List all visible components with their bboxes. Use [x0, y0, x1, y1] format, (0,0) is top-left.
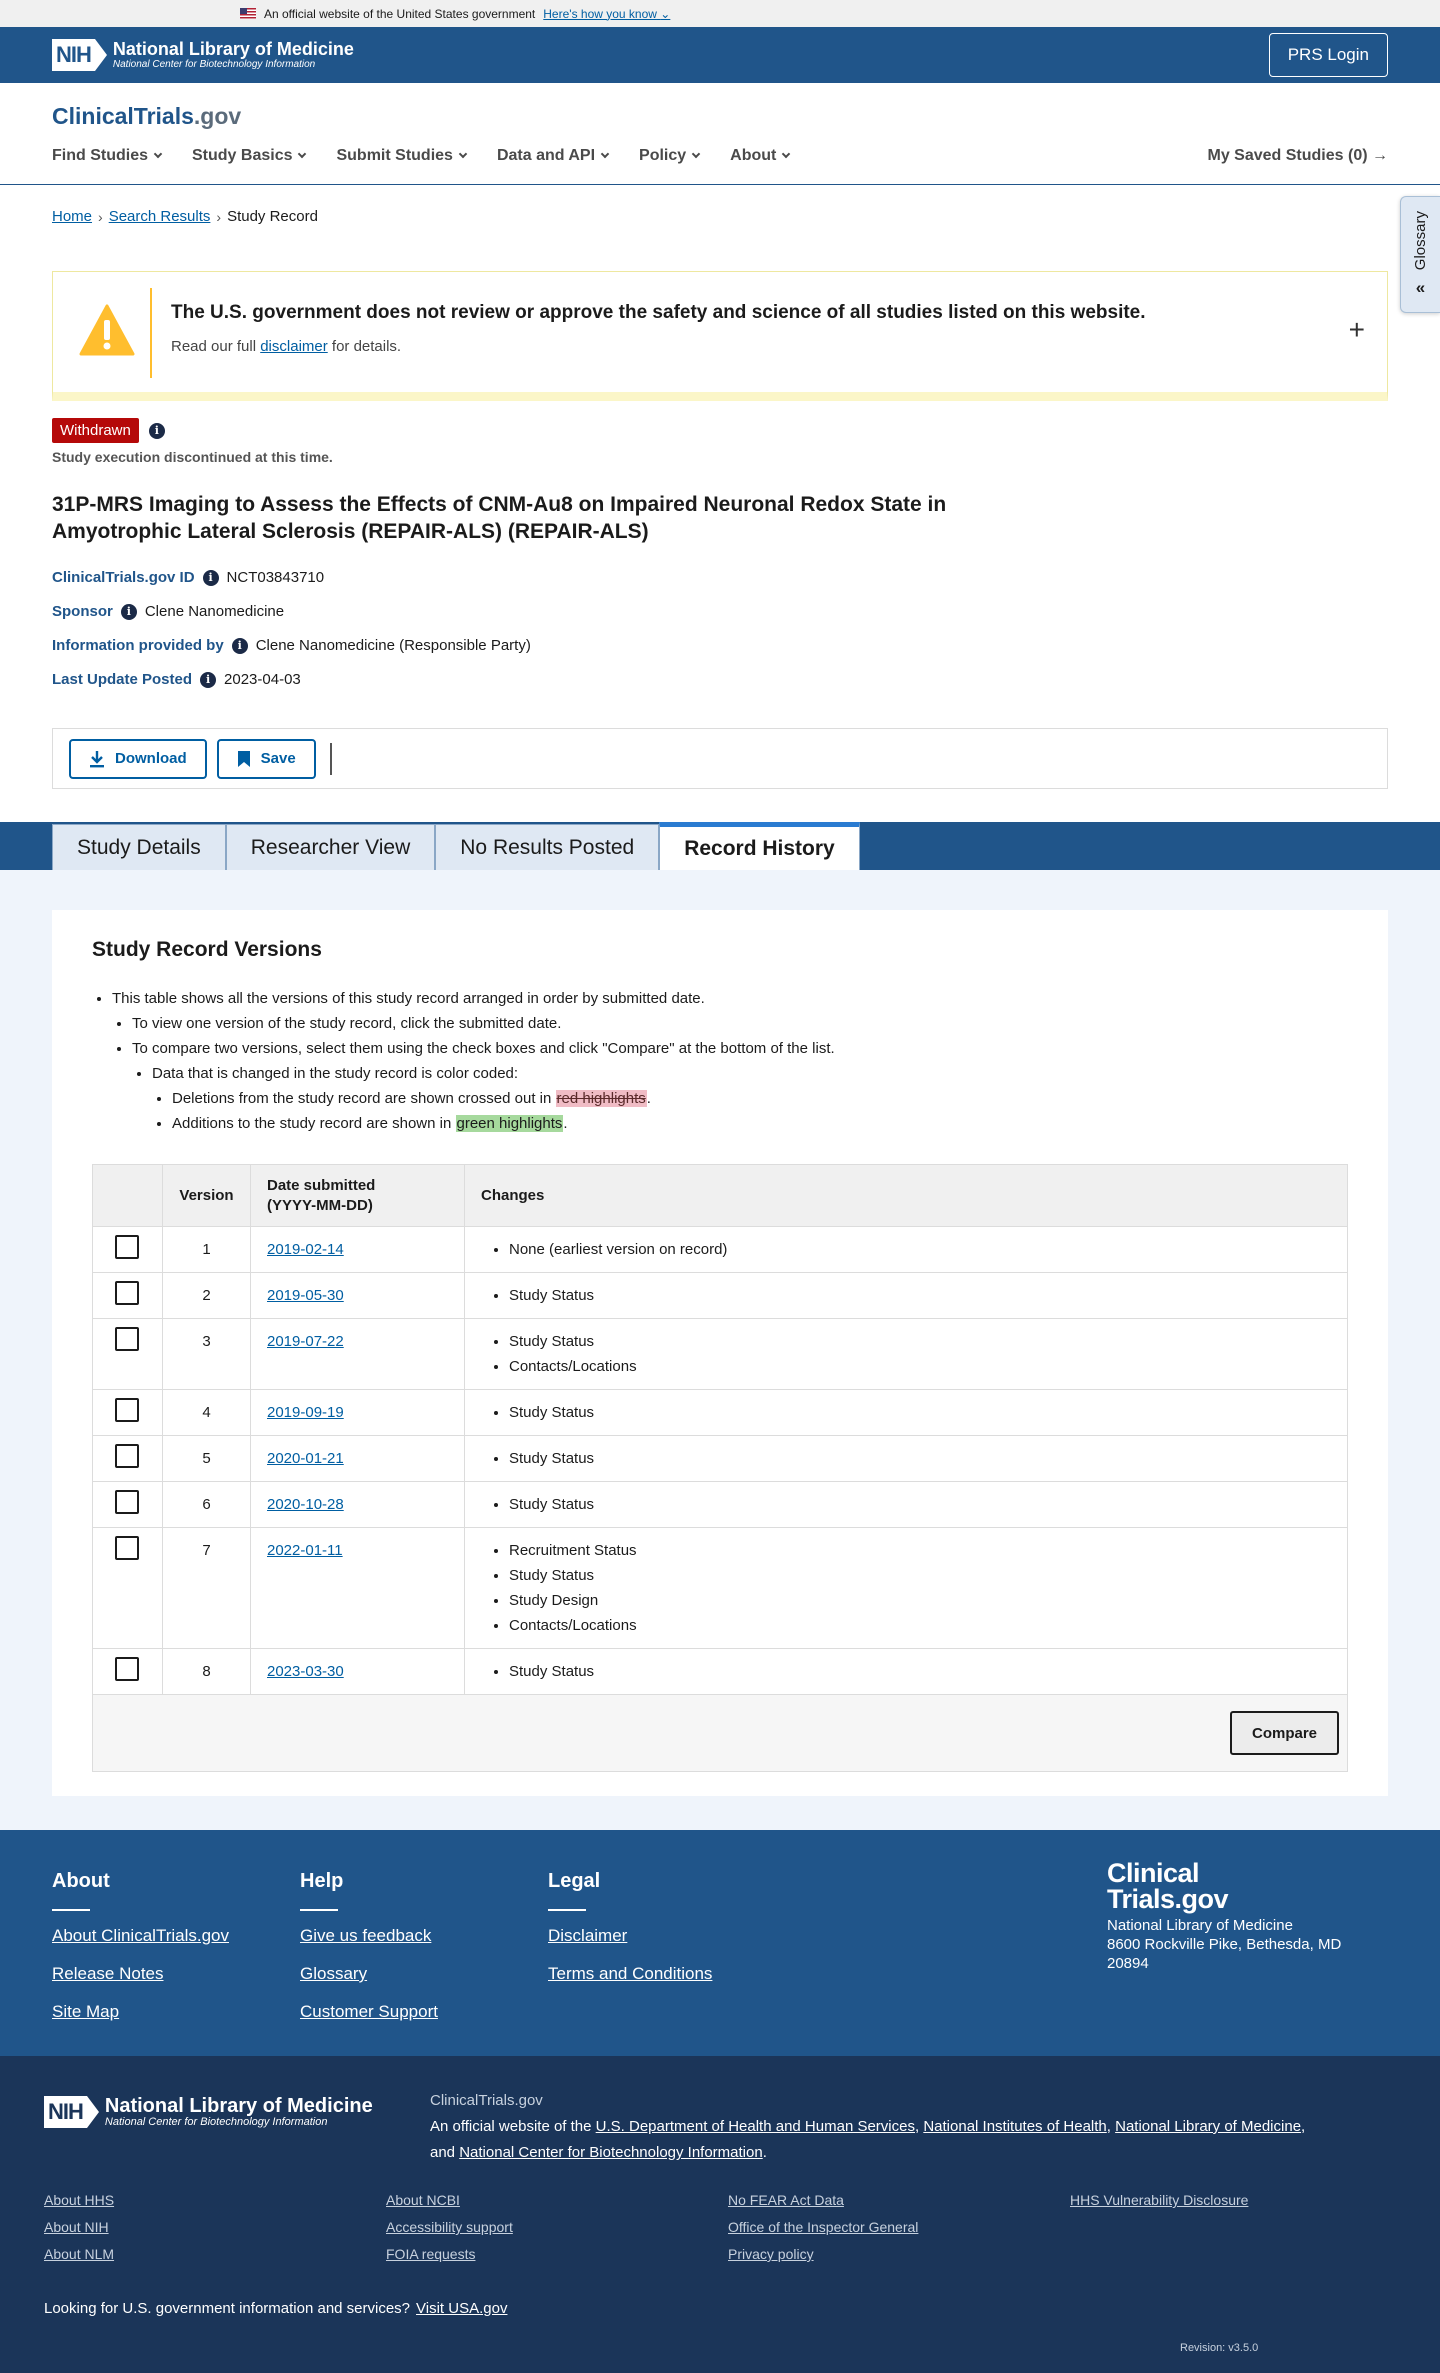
changes-cell	[465, 1649, 1348, 1695]
footer-link[interactable]: FOIA requests	[386, 2246, 476, 2262]
version-date-link[interactable]: 2020-01-21	[267, 1450, 344, 1467]
site-logo[interactable]: ClinicalTrials.gov	[52, 103, 242, 129]
changes-cell	[465, 1273, 1348, 1319]
nlm-footer-logo[interactable]: NIH National Library of Medicine National Center for Biotechnology Information	[44, 2094, 373, 2130]
bookmark-icon	[237, 750, 251, 768]
footer-link[interactable]: No FEAR Act Data	[728, 2192, 844, 2208]
toolbar-divider	[330, 743, 332, 775]
version-checkbox[interactable]	[115, 1657, 139, 1681]
nih-logo-icon: NIH	[52, 37, 107, 73]
select-cell	[93, 1319, 163, 1390]
info-icon[interactable]: i	[232, 638, 248, 654]
chevron-down-icon	[601, 150, 609, 158]
change-item: • Study Design	[509, 1588, 1331, 1613]
date-cell	[251, 1482, 465, 1528]
table-row	[93, 1482, 1348, 1528]
version-checkbox[interactable]	[115, 1490, 139, 1514]
chevron-down-icon	[459, 150, 467, 158]
footer-link[interactable]: Privacy policy	[728, 2246, 814, 2262]
compare-button[interactable]: Compare	[1230, 1711, 1339, 1755]
versions-table	[92, 1164, 1348, 1772]
chevron-right-icon: ›	[98, 208, 103, 225]
nav-about[interactable]: About	[730, 147, 789, 165]
change-item: • Study Status	[509, 1283, 1331, 1308]
ctgov-footer-logo[interactable]: Clinical Trials.gov	[1107, 1858, 1229, 1914]
nih-logo-icon: NIH	[44, 2094, 99, 2130]
study-tabs	[52, 822, 860, 870]
note-item: • Additions to the study record are shown in green highlights.	[172, 1111, 835, 1136]
chevron-down-icon	[692, 150, 700, 158]
nav-submit-studies[interactable]: Submit Studies	[336, 147, 465, 165]
version-number: 4	[163, 1390, 251, 1436]
hhs-link[interactable]: U.S. Department of Health and Human Services	[595, 2118, 915, 2135]
change-item: • Contacts/Locations	[509, 1613, 1331, 1638]
version-checkbox[interactable]	[115, 1327, 139, 1351]
gov-banner-text: An official website of the United States government	[264, 6, 536, 21]
date-cell	[251, 1273, 465, 1319]
date-cell	[251, 1319, 465, 1390]
table-row	[93, 1528, 1348, 1649]
footer-link[interactable]: Accessibility support	[386, 2219, 513, 2235]
green-highlight-sample: green highlights	[456, 1115, 563, 1132]
nav-data-and-api[interactable]: Data and API	[497, 147, 608, 165]
glossary-tab[interactable]	[1400, 196, 1440, 313]
version-number: 7	[163, 1528, 251, 1649]
version-checkbox[interactable]	[115, 1398, 139, 1422]
change-item: • None (earliest version on record)	[509, 1237, 1331, 1262]
main-nav	[52, 147, 820, 165]
chevron-down-icon	[298, 150, 306, 158]
footer-link[interactable]: HHS Vulnerability Disclosure	[1070, 2192, 1249, 2208]
meta-provided-by: Information provided by i Clene Nanomedicine (Responsible Party)	[52, 637, 531, 654]
change-item: • Study Status	[509, 1659, 1331, 1684]
footer-link[interactable]: Office of the Inspector General	[728, 2219, 919, 2235]
select-cell	[93, 1482, 163, 1528]
select-cell	[93, 1390, 163, 1436]
date-cell	[251, 1649, 465, 1695]
note-item: • To view one version of the study record, click the submitted date.	[132, 1011, 835, 1036]
col-select	[93, 1165, 163, 1227]
nav-policy[interactable]: Policy	[639, 147, 699, 165]
version-checkbox[interactable]	[115, 1536, 139, 1560]
col-date: Date submitted (YYYY-MM-DD)	[251, 1165, 465, 1227]
footer-brand	[1107, 1860, 1367, 1973]
changes-cell	[465, 1482, 1348, 1528]
info-icon[interactable]: i	[203, 570, 219, 586]
footer-link[interactable]: About NLM	[44, 2246, 115, 2262]
footer-legal: Legal Disclaimer Terms and Conditions	[548, 1870, 713, 1983]
change-item: • Study Status	[509, 1329, 1331, 1354]
footer-link[interactable]: Site Map	[52, 2002, 120, 2021]
arrow-right-icon: →	[1372, 147, 1388, 164]
table-row	[93, 1319, 1348, 1390]
nlm-footer	[0, 2056, 1440, 2373]
note-item: • Data that is changed in the study record is color coded:	[152, 1061, 835, 1086]
prs-login-button[interactable]: PRS Login	[1269, 33, 1388, 77]
table-row	[93, 1273, 1348, 1319]
date-cell	[251, 1390, 465, 1436]
revision-label: Revision: v3.5.0	[1180, 2342, 1259, 2354]
select-cell	[93, 1528, 163, 1649]
site-footer	[0, 1830, 1440, 2056]
footer-help: Help Give us feedback Glossary Customer Support	[300, 1870, 438, 2021]
usa-gov-line: Looking for U.S. government information and services? Visit USA.gov	[44, 2300, 508, 2317]
info-icon[interactable]: i	[200, 672, 216, 688]
version-number: 5	[163, 1436, 251, 1482]
change-item: • Study Status	[509, 1400, 1331, 1425]
heres-how-you-know-link[interactable]: Here's how you know ⌄	[543, 6, 671, 21]
save-button[interactable]: Save	[217, 739, 316, 779]
select-cell	[93, 1273, 163, 1319]
date-cell	[251, 1436, 465, 1482]
select-cell	[93, 1649, 163, 1695]
version-checkbox[interactable]	[115, 1235, 139, 1259]
nih-header	[0, 27, 1440, 83]
alert-heading: The U.S. government does not review or approve the safety and science of all studies listed on this website.	[171, 302, 1146, 323]
version-number: 6	[163, 1482, 251, 1528]
chevron-down-icon: ⌄	[660, 6, 671, 21]
gov-banner	[0, 0, 1440, 27]
note-item: • To compare two versions, select them using the check boxes and click "Compare" at the bottom of the list.	[132, 1036, 835, 1061]
red-highlight-sample: red highlights	[556, 1090, 646, 1107]
breadcrumb-current: Study Record	[227, 208, 318, 225]
meta-last-update: Last Update Posted i 2023-04-03	[52, 671, 301, 688]
footer-about: About About ClinicalTrials.gov Release Notes Site Map	[52, 1870, 229, 2021]
glossary-label: Glossary	[1412, 210, 1429, 271]
footer-link[interactable]: Give us feedback	[300, 1926, 432, 1945]
info-icon[interactable]: i	[121, 604, 137, 620]
meta-nct-id: ClinicalTrials.gov ID i NCT03843710	[52, 569, 325, 586]
date-cell	[251, 1227, 465, 1273]
versions-heading: Study Record Versions	[92, 938, 322, 961]
version-checkbox[interactable]	[115, 1281, 139, 1305]
site-header	[0, 83, 1440, 185]
footer-link[interactable]: Disclaimer	[548, 1926, 628, 1945]
breadcrumb-search-results[interactable]: Search Results	[108, 208, 211, 225]
footer-link[interactable]: Terms and Conditions	[548, 1964, 713, 1983]
footer-link[interactable]: About NCBI	[386, 2192, 460, 2208]
info-icon[interactable]: i	[149, 423, 165, 439]
version-date-link[interactable]: 2023-03-30	[267, 1663, 344, 1680]
versions-notes	[92, 986, 835, 1136]
change-item: • Study Status	[509, 1446, 1331, 1471]
tab-record-history[interactable]: Record History	[659, 822, 860, 870]
changes-cell	[465, 1436, 1348, 1482]
table-row	[93, 1649, 1348, 1695]
status-badge: Withdrawn	[52, 418, 139, 443]
col-version: Version	[163, 1165, 251, 1227]
version-date-link[interactable]: 2019-09-19	[267, 1404, 344, 1421]
alert-text: Read our full disclaimer for details.	[171, 338, 402, 355]
us-flag-icon	[240, 8, 256, 19]
chevron-down-icon	[782, 150, 790, 158]
nlm-logo[interactable]	[52, 37, 354, 73]
footer-link[interactable]: About HHS	[44, 2192, 115, 2208]
date-cell	[251, 1528, 465, 1649]
changes-cell	[465, 1227, 1348, 1273]
my-saved-studies-link[interactable]: My Saved Studies (0) →	[1207, 147, 1388, 164]
expand-plus-icon[interactable]: +	[1348, 314, 1365, 345]
nlm-link[interactable]: National Library of Medicine	[1115, 2118, 1302, 2135]
select-cell	[93, 1227, 163, 1273]
version-number: 1	[163, 1227, 251, 1273]
breadcrumb-home[interactable]: Home	[52, 208, 93, 225]
download-button[interactable]: Download	[69, 739, 207, 779]
table-row	[93, 1227, 1348, 1273]
tab-no-results-posted[interactable]: No Results Posted	[435, 824, 659, 870]
chevron-down-icon	[154, 150, 162, 158]
official-website-text: ClinicalTrials.gov An official website of the U.S. Department of Health and Human Services, National Institutes of Health, National Library of Medicine, and National Center for Biotechnology Information.	[430, 2092, 1306, 2161]
changes-cell	[465, 1528, 1348, 1649]
footer-link[interactable]: Customer Support	[300, 2002, 438, 2021]
table-row	[93, 1436, 1348, 1482]
version-date-link[interactable]: 2020-10-28	[267, 1496, 344, 1513]
footer-link[interactable]: About NIH	[44, 2219, 109, 2235]
ncbi-link[interactable]: National Center for Biotechnology Information	[459, 2144, 763, 2161]
footer-link[interactable]: About ClinicalTrials.gov	[52, 1926, 229, 1945]
version-date-link[interactable]: 2019-07-22	[267, 1333, 344, 1350]
change-item: • Contacts/Locations	[509, 1354, 1331, 1379]
nih-link[interactable]: National Institutes of Health	[923, 2118, 1107, 2135]
footer-address: National Library of Medicine 8600 Rockville Pike, Bethesda, MD 20894	[1107, 1917, 1342, 1972]
note-item: • This table shows all the versions of this study record arranged in order by submitted date.	[112, 986, 835, 1011]
select-cell	[93, 1436, 163, 1482]
chevron-right-icon: ›	[216, 208, 222, 225]
change-item: • Study Status	[509, 1492, 1331, 1517]
version-date-link[interactable]: 2019-02-14	[267, 1241, 344, 1258]
version-number: 3	[163, 1319, 251, 1390]
tab-researcher-view[interactable]: Researcher View	[226, 824, 436, 870]
version-checkbox[interactable]	[115, 1444, 139, 1468]
change-item: • Study Status	[509, 1563, 1331, 1588]
study-title: 31P-MRS Imaging to Assess the Effects of CNM-Au8 on Impaired Neuronal Redox State in Amyotrophic Lateral Sclerosis (REPAIR-ALS) (REPAIR-ALS)	[52, 493, 947, 543]
table-row	[93, 1390, 1348, 1436]
change-item: • Recruitment Status	[509, 1538, 1331, 1563]
footer-link[interactable]: Glossary	[300, 1964, 368, 1983]
warning-icon	[79, 304, 135, 356]
footer-link[interactable]: Release Notes	[52, 1964, 164, 1983]
meta-sponsor: Sponsor i Clene Nanomedicine	[52, 603, 285, 620]
double-chevron-left-icon: «	[1415, 278, 1426, 298]
version-date-link[interactable]: 2019-05-30	[267, 1287, 344, 1304]
version-number: 8	[163, 1649, 251, 1695]
changes-cell	[465, 1319, 1348, 1390]
breadcrumb	[52, 208, 318, 225]
nlm-name: National Library of Medicine	[112, 39, 354, 59]
nav-study-basics[interactable]: Study Basics	[192, 147, 305, 165]
status-row	[52, 418, 165, 443]
ncbi-name: National Center for Biotechnology Information	[112, 59, 316, 70]
version-date-link[interactable]: 2022-01-11	[267, 1542, 343, 1559]
version-number: 2	[163, 1273, 251, 1319]
nav-find-studies[interactable]: Find Studies	[52, 147, 161, 165]
changes-cell	[465, 1390, 1348, 1436]
usa-gov-link[interactable]: Visit USA.gov	[416, 2300, 508, 2317]
study-actions-toolbar	[52, 728, 1388, 789]
download-icon	[89, 750, 105, 768]
tab-study-details[interactable]: Study Details	[52, 824, 226, 870]
record-versions-card	[52, 910, 1388, 1796]
note-item: • Deletions from the study record are shown crossed out in red highlights.	[172, 1086, 835, 1111]
status-note: Study execution discontinued at this time.	[52, 449, 333, 465]
disclaimer-link[interactable]: disclaimer	[260, 338, 328, 355]
col-changes: Changes	[465, 1165, 1348, 1227]
disclaimer-alert	[52, 271, 1388, 401]
